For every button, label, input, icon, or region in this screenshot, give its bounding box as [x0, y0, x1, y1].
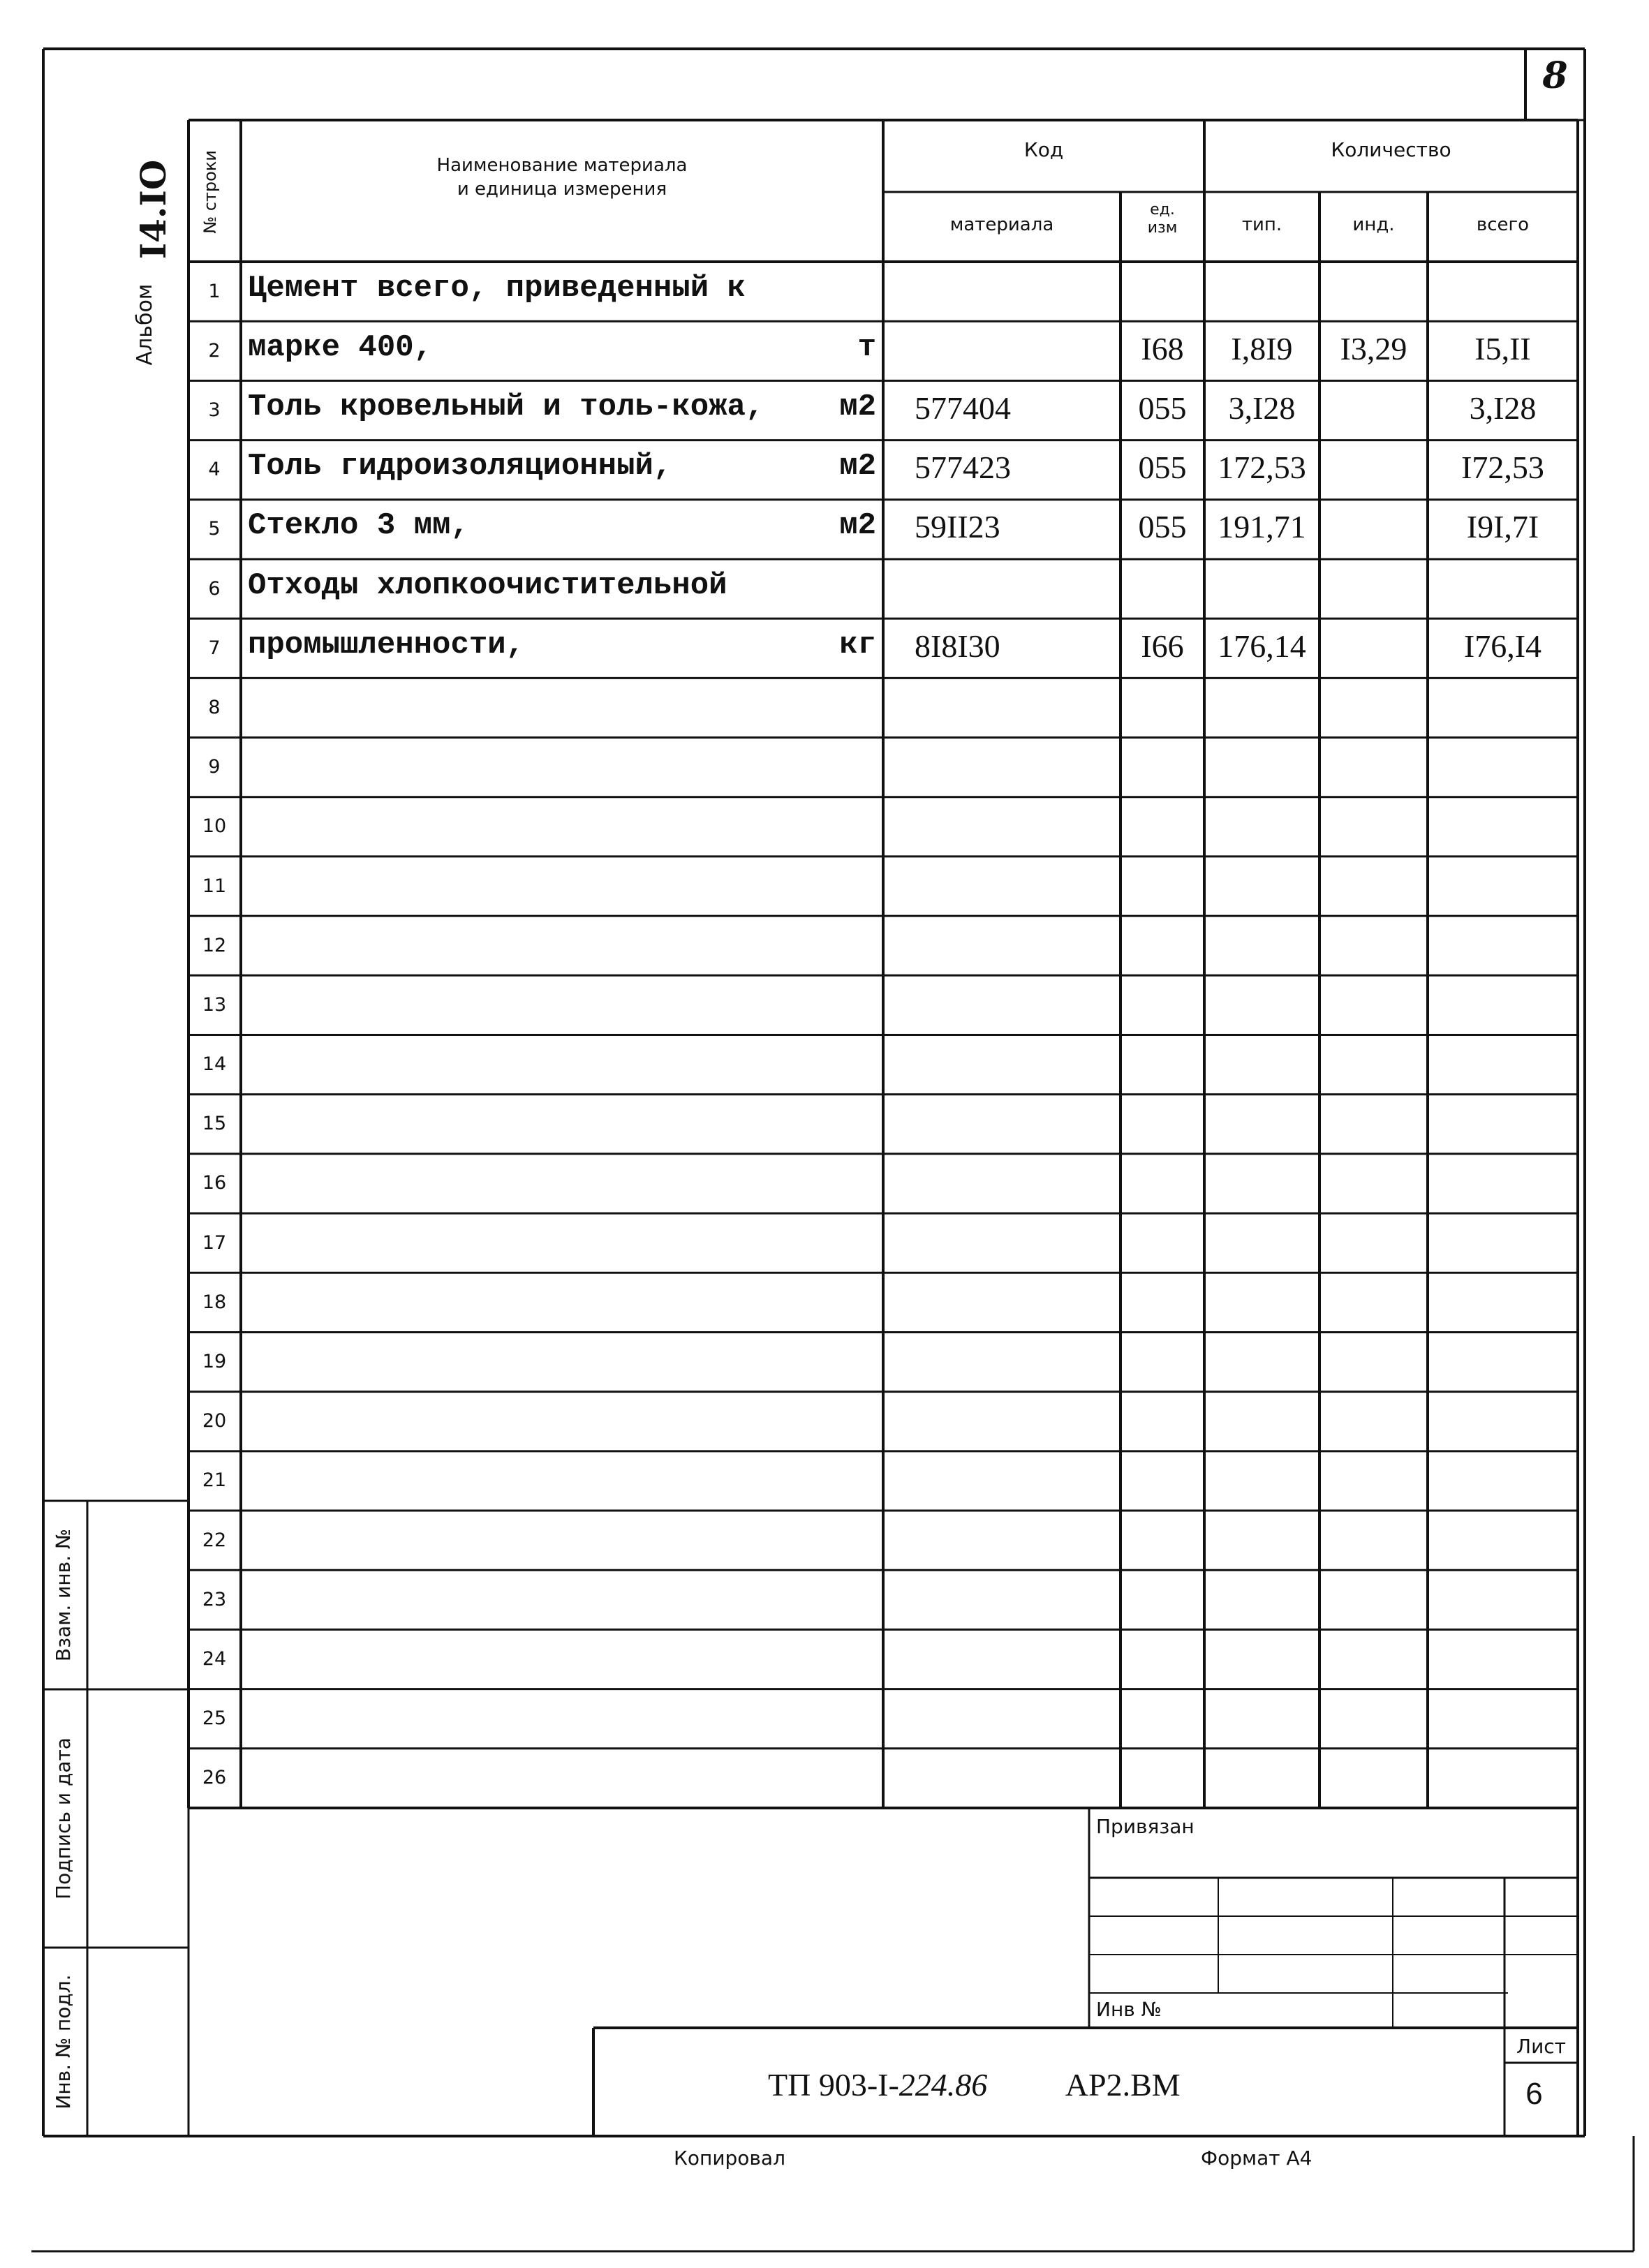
quantity-type-header: тип.: [1241, 214, 1282, 235]
privyazan-label: Привязан: [1096, 1815, 1195, 1838]
table-row: [188, 738, 1578, 797]
row-number: 20: [202, 1410, 227, 1432]
table-row: [188, 1689, 1578, 1749]
row-number: 18: [202, 1291, 227, 1313]
quantity-total-cell: 3,I28: [1469, 390, 1537, 426]
row-number: 6: [208, 577, 221, 600]
table-row: [188, 975, 1578, 1035]
row-number-header: № строки: [200, 150, 220, 234]
row-number: 21: [202, 1469, 227, 1492]
row-number: 9: [208, 756, 221, 778]
quantity-total-cell: I9I,7I: [1466, 509, 1539, 545]
table-row: [188, 1749, 1578, 1808]
row-number: 14: [202, 1053, 227, 1076]
row-number: 12: [202, 934, 227, 956]
material-code-cell: 59II23: [915, 509, 1000, 545]
unit-code-cell: I68: [1141, 330, 1184, 366]
unit-cell: м2: [839, 449, 876, 484]
quantity-total-header: всего: [1476, 214, 1530, 235]
quantity-type-cell: 172,53: [1218, 450, 1306, 486]
material-code-cell: 577404: [915, 390, 1011, 426]
footer-format: Формат А4: [1201, 2147, 1312, 2170]
table-row: [188, 1511, 1578, 1570]
code-header: Код: [1023, 138, 1064, 161]
table-row: [188, 916, 1578, 975]
quantity-total-cell: I76,I4: [1463, 628, 1542, 664]
row-number: 2: [208, 339, 221, 362]
quantity-total-cell: I5,II: [1474, 330, 1531, 366]
corner-page-number: 8: [1542, 54, 1568, 97]
row-number: 17: [202, 1231, 227, 1254]
sheet-label: Лист: [1516, 2035, 1566, 2058]
table-row: [188, 1332, 1578, 1391]
row-number: 25: [202, 1707, 227, 1730]
unit-cell: м2: [839, 508, 876, 544]
code-unit-header: ед. изм: [1147, 201, 1178, 237]
table-row: [188, 797, 1578, 857]
album-label: Альбом: [133, 283, 157, 366]
table-row: [188, 1154, 1578, 1213]
table-row: [188, 1629, 1578, 1689]
quantity-type-cell: 191,71: [1218, 509, 1306, 545]
row-number: 3: [208, 399, 221, 421]
table-row: [188, 678, 1578, 737]
material-name-cell: Стекло 3 мм,: [248, 508, 469, 544]
material-name-cell: Толь кровельный и толь-кожа,: [248, 389, 764, 424]
inv-no-label: Инв №: [1096, 1998, 1162, 2021]
table-row: [188, 1273, 1578, 1332]
quantity-header: Количество: [1331, 138, 1451, 161]
side-stamp-signature-date: Подпись и дата: [52, 1737, 75, 1899]
row-number: 1: [208, 280, 221, 302]
material-code-cell: 8I8I30: [915, 628, 1000, 664]
row-number: 24: [202, 1648, 227, 1670]
document-code: ТП 903-I-224.86 АР2.ВМ: [768, 2067, 1181, 2103]
side-stamp-original-inv: Инв. № подл.: [52, 1974, 75, 2110]
quantity-type-cell: 3,I28: [1228, 390, 1296, 426]
material-name-cell: промышленности,: [248, 627, 525, 662]
footer-copied: Копировал: [674, 2147, 785, 2170]
code-material-header: материала: [949, 214, 1054, 235]
table-row: [188, 1213, 1578, 1273]
table-row: [188, 1451, 1578, 1511]
row-number: 15: [202, 1113, 227, 1135]
quantity-total-cell: I72,53: [1461, 450, 1544, 486]
side-stamp-replacement-inv: Взам. инв. №: [52, 1528, 75, 1662]
table-row: [188, 1035, 1578, 1095]
unit-cell: кг: [839, 627, 876, 662]
quantity-type-cell: 176,14: [1218, 628, 1306, 664]
row-number: 22: [202, 1529, 227, 1551]
album-number: I4.IO: [133, 159, 174, 260]
unit-code-cell: 055: [1138, 509, 1187, 545]
table-row: [188, 1570, 1578, 1629]
row-number: 7: [208, 637, 221, 659]
table-row: [188, 1095, 1578, 1154]
material-code-cell: 577423: [915, 450, 1011, 486]
row-number: 13: [202, 993, 227, 1016]
unit-code-cell: 055: [1138, 450, 1187, 486]
material-name-cell: Цемент всего, приведенный к: [248, 270, 746, 306]
row-number: 4: [208, 459, 221, 481]
unit-cell: м2: [839, 389, 876, 424]
unit-code-cell: I66: [1141, 628, 1184, 664]
row-number: 23: [202, 1588, 227, 1610]
material-name-cell: Толь гидроизоляционный,: [248, 449, 672, 484]
table-row: [188, 857, 1578, 916]
unit-code-cell: 055: [1138, 390, 1187, 426]
row-number: 10: [202, 815, 227, 838]
row-number: 11: [202, 875, 227, 897]
row-number: 8: [208, 696, 221, 718]
material-name-cell: марке 400,: [248, 329, 433, 365]
table-row: [188, 1392, 1578, 1451]
unit-cell: т: [857, 329, 876, 365]
quantity-type-cell: I,8I9: [1231, 330, 1293, 366]
quantity-ind-header: инд.: [1352, 214, 1395, 235]
row-number: 16: [202, 1172, 227, 1194]
quantity-ind-cell: I3,29: [1340, 330, 1407, 366]
row-number: 5: [208, 518, 221, 540]
row-number: 19: [202, 1351, 227, 1373]
sheet-number: 6: [1525, 2077, 1543, 2111]
row-number: 26: [202, 1767, 227, 1789]
material-name-header: Наименование материала и единица измерения: [436, 155, 688, 200]
material-name-cell: Отходы хлопкоочистительной: [248, 568, 727, 603]
